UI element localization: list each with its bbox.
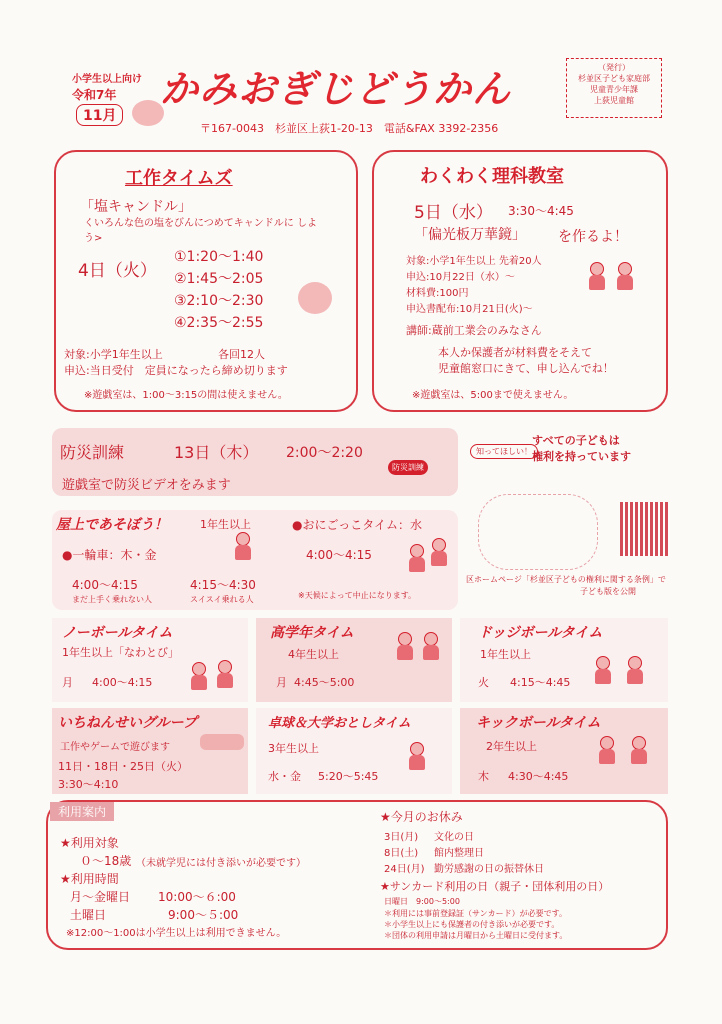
guide-saturday-time: 9:00〜５:00: [168, 908, 239, 922]
guide-age: ０〜18歳: [80, 854, 132, 868]
qr-code[interactable]: [620, 502, 670, 556]
ichinen-time: 3:30〜4:10: [58, 778, 119, 791]
rika-make: を作るよ！: [558, 229, 628, 245]
child-illustration: [594, 736, 620, 766]
rika-date: 5日（水）: [414, 203, 493, 223]
guide-heading-time: ★利用時間: [60, 872, 119, 886]
kousaku-capacity: 各回12人: [218, 348, 265, 361]
child-illustration: [622, 656, 648, 686]
holiday-text: 勤労感謝の日の振替休日: [434, 864, 544, 875]
unicycle-note-2: スイスイ乗れる人: [190, 595, 254, 604]
takkyu-grade: 3年生以上: [268, 742, 319, 755]
suncard-note: ＊小学生以上にも保護者の付き添いが必要です。: [384, 920, 560, 929]
kick-grade: 2年生以上: [486, 740, 537, 753]
rika-target: 対象:小学1年生以上 先着20人: [406, 256, 542, 267]
rights-title-2: 権利を持っています: [532, 450, 631, 463]
unicycle-time-2: 4:15〜4:30: [190, 578, 256, 592]
onigokko-note: ※天候によって中止になります。: [298, 591, 417, 600]
suncard-time: 日曜日 9:00〜5:00: [384, 897, 460, 906]
holidays-title: ★今月のお休み: [380, 810, 463, 824]
kousaku-time-3: ③2:10〜2:30: [174, 293, 264, 309]
page-title: かみおぎじどうかん: [160, 67, 512, 111]
children-group-illustration: [200, 734, 244, 750]
kousaku-title: 工作タイムズ: [125, 168, 233, 189]
child-illustration: [584, 262, 610, 292]
takkyu-day: 水・金: [268, 770, 301, 783]
takkyu-time: 5:20〜5:45: [318, 770, 379, 783]
child-illustration: [418, 632, 444, 662]
guide-age-note: （未就学児には付き添いが必要です）: [136, 858, 306, 869]
kousaku-time-1: ①1:20〜1:40: [174, 249, 264, 265]
noball-grade: 1年生以上「なわとび」: [62, 646, 179, 659]
noball-day: 月: [62, 676, 73, 689]
ichinen-desc: 工作やゲームで遊びます: [60, 742, 170, 753]
rika-msg-2: 児童館窓口にきて、申し込んでね！: [438, 362, 614, 375]
holiday-text: 館内整理日: [434, 848, 484, 859]
onigokko-time: 4:00〜4:15: [306, 548, 372, 562]
kougakunen-title: 高学年タイム: [270, 625, 354, 641]
rights-title-1: すべての子どもは: [532, 434, 620, 447]
dodge-day: 火: [478, 676, 489, 689]
rights-note-1: 区ホームページ「杉並区子どもの権利に関する条例」で: [466, 575, 666, 584]
rika-item: 「偏光板万華鏡」: [414, 227, 526, 243]
guide-title: 利用案内: [50, 802, 114, 821]
unicycle-time-1: 4:00〜4:15: [72, 578, 138, 592]
rika-time: 3:30〜4:45: [508, 204, 574, 218]
child-illustration: [590, 656, 616, 686]
kousaku-time-4: ④2:35〜2:55: [174, 315, 264, 331]
child-illustration: [212, 660, 238, 690]
kousaku-note: ※遊戯室は、1:00〜3:15の間は使えません。: [84, 390, 288, 401]
guide-note: ※12:00〜1:00は小学生以上は利用できません。: [66, 928, 287, 939]
publisher-line: 杉並区子ども家庭部: [578, 74, 650, 83]
kick-day: 木: [478, 770, 489, 783]
kougakunen-grade: 4年生以上: [288, 648, 339, 661]
guide-weekday-time: 10:00〜６:00: [158, 890, 236, 904]
kougakunen-time: 4:45〜5:00: [294, 676, 355, 689]
publisher-box: [566, 58, 662, 118]
kousaku-date: 4日（火）: [78, 261, 157, 281]
rights-bubble: 知ってほしい！: [470, 444, 538, 459]
era-label: 令和7年: [72, 88, 117, 102]
child-illustration: [612, 262, 638, 292]
child-illustration: [426, 538, 452, 568]
kick-title: キックボールタイム: [476, 715, 601, 731]
publisher-line: （発行）: [598, 63, 630, 72]
dodge-grade: 1年生以上: [480, 648, 531, 661]
ichinen-title: いちねんせいグループ: [58, 715, 197, 731]
child-illustration: [186, 662, 212, 692]
noball-time: 4:00〜4:15: [92, 676, 153, 689]
kick-time: 4:30〜4:45: [508, 770, 569, 783]
child-illustration: [230, 532, 256, 562]
rika-form: 申込書配布:10月21日(火)〜: [406, 304, 533, 315]
rika-fee: 材料費:100円: [406, 288, 469, 299]
holiday-date: 24日(月): [384, 864, 425, 875]
kousaku-item: 「塩キャンドル」: [80, 199, 192, 215]
guide-heading-target: ★利用対象: [60, 836, 119, 850]
holiday-date: 3日(月): [384, 832, 419, 843]
rika-title: わくわく理科教室: [420, 166, 564, 187]
kougakunen-day: 月: [276, 676, 287, 689]
bousai-desc: 遊戯室で防災ビデオをみます: [62, 478, 231, 493]
rights-cloud: [478, 494, 598, 570]
suncard-note: ＊団体の利用申請は月曜日から土曜日に受付ます。: [384, 931, 568, 940]
publisher-line: 児童青少年課: [590, 85, 638, 94]
rika-note: ※遊戯室は、5:00まで使えません。: [412, 390, 574, 401]
rights-note-2: 子ども版を公開: [580, 587, 636, 596]
guide-saturday: 土曜日: [70, 908, 107, 922]
target-label: 小学生以上向け: [72, 74, 142, 85]
bousai-time: 2:00〜2:20: [286, 445, 363, 461]
unicycle-label: ●一輪車：木・金: [62, 548, 157, 562]
rika-msg-1: 本人か保護者が材料費をそえて: [438, 346, 592, 359]
rika-lecturer: 講師:蔵前工業会のみなさん: [406, 324, 542, 337]
suncard-title: ★サンカード利用の日（親子・団体利用の日）: [380, 880, 610, 893]
bousai-title: 防災訓練: [60, 443, 125, 462]
takkyu-title: 卓球＆大学おとしタイム: [268, 716, 411, 731]
kousaku-apply: 申込:当日受付 定員になったら締め切ります: [64, 364, 288, 377]
address: 〒167-0043 杉並区上荻1-20-13 電話&FAX 3392-2356: [200, 122, 499, 135]
rika-apply: 申込:10月22日（水）〜: [406, 272, 515, 283]
holiday-date: 8日(土): [384, 848, 419, 859]
unicycle-note-1: まだ上手く乗れない人: [72, 595, 152, 604]
dodge-title: ドッジボールタイム: [478, 625, 603, 641]
kousaku-target: 対象:小学1年生以上: [64, 348, 163, 361]
child-illustration: [626, 736, 652, 766]
onigokko-title: ●おにごっこタイム：水: [292, 518, 422, 532]
publisher-line: 上荻児童館: [594, 96, 634, 105]
child-illustration: [404, 742, 430, 772]
guide-weekday: 月〜金曜日: [70, 890, 131, 904]
kousaku-desc: くいろんな色の塩をびんにつめてキャンドルに しよう>: [84, 218, 317, 244]
suncard-note: ＊利用には事前登録証（サンカード）が必要です。: [384, 909, 567, 918]
bousai-date: 13日（木）: [174, 443, 259, 462]
ichinen-days: 11日・18日・25日（火）: [58, 760, 188, 773]
month-label: 11月: [76, 104, 123, 126]
dodge-time: 4:15〜4:45: [510, 676, 571, 689]
okujou-title: 屋上であそぼう！: [56, 517, 168, 533]
okujou-grade: 1年生以上: [200, 518, 251, 531]
bousai-badge: 防災訓練: [388, 460, 428, 475]
holiday-text: 文化の日: [434, 832, 474, 843]
noball-title: ノーボールタイム: [62, 625, 173, 641]
child-illustration: [392, 632, 418, 662]
kousaku-time-2: ②1:45〜2:05: [174, 271, 264, 287]
apple-illustration: [298, 282, 332, 314]
